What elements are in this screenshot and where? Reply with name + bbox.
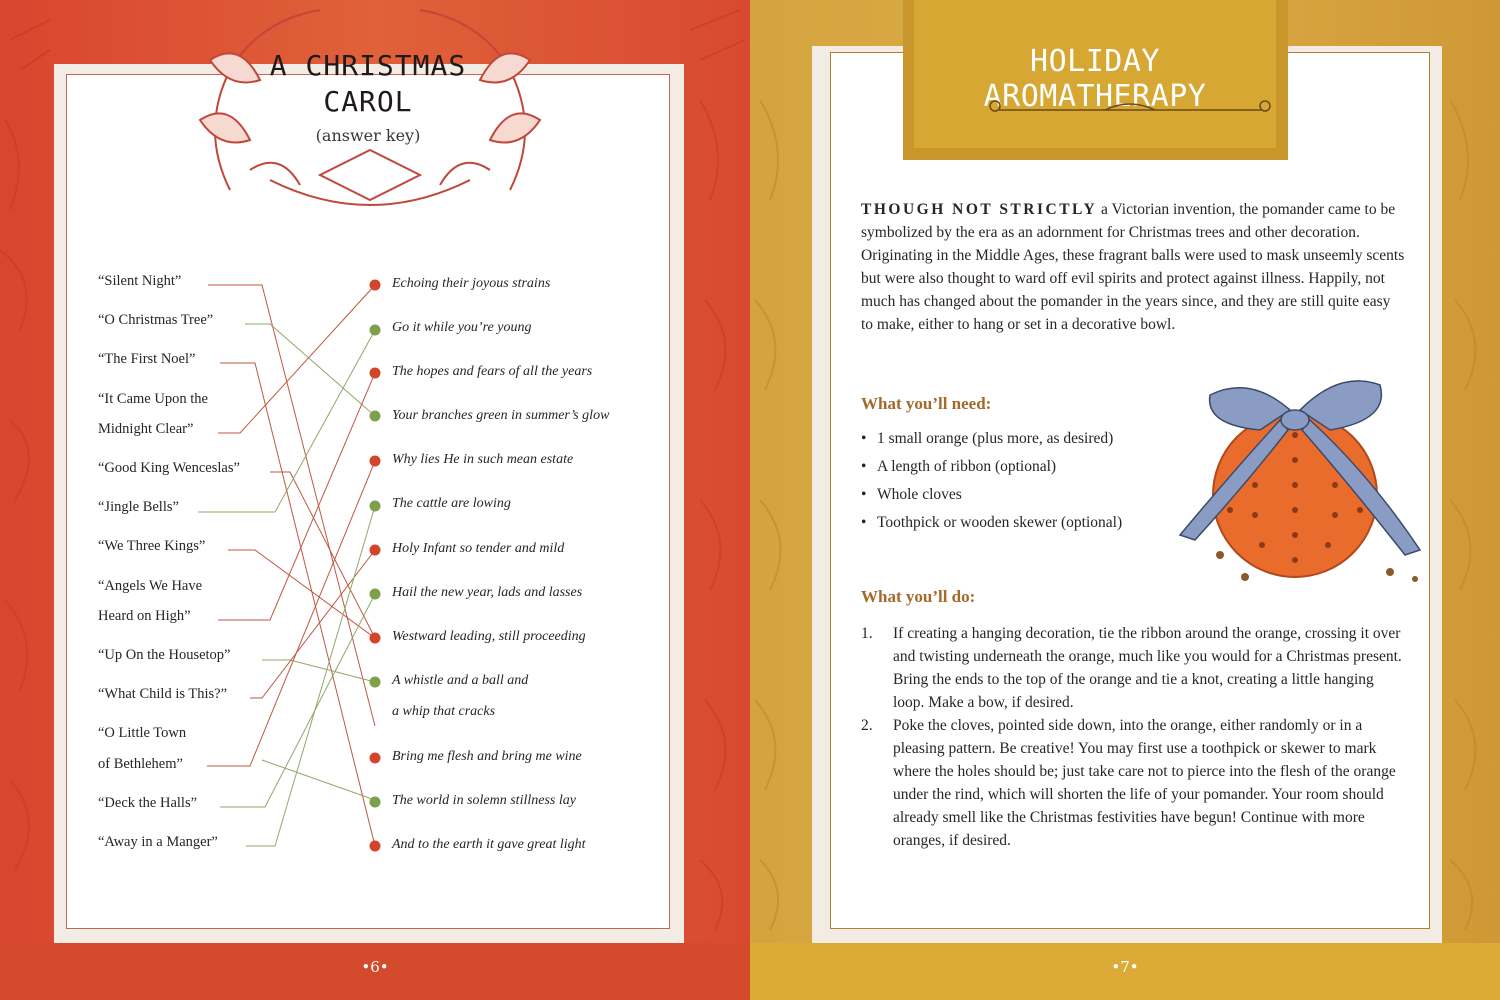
list-item xyxy=(861,512,1137,533)
song-label: “Up On the Housetop” xyxy=(98,647,231,663)
page-subtitle-left: (answer key) xyxy=(315,126,421,145)
song-label: “Angels We Have xyxy=(98,578,203,594)
list-item xyxy=(861,622,1406,714)
answer-label: And to the earth it gave great light xyxy=(392,837,586,852)
steps-list xyxy=(861,622,1406,852)
song-label: “The First Noel” xyxy=(98,351,196,367)
answer-dot xyxy=(370,501,381,512)
answer-label: Westward leading, still proceeding xyxy=(392,629,586,644)
intro-text: a Victorian invention, the pomander came to be symbolized by the era as an adornment for Christmas trees and other decoration. Originating in the Middle Ages, these fragrant balls were used to mask unseemly scents but were also thought to ward off evil spirits and protect against illness. Happily, not much has changed about the pomander in the years since, and they are still quite easy to make, either to hang or set in a decorative bowl. xyxy=(861,201,1405,333)
answer-dot xyxy=(370,753,381,764)
song-label: “Deck the Halls” xyxy=(98,795,198,811)
answer-label: a whip that cracks xyxy=(392,704,496,719)
answer-dot xyxy=(370,325,381,336)
answer-label: A whistle and a ball and xyxy=(392,673,529,688)
need-item-text: 1 small orange (plus more, as desired) xyxy=(877,430,1114,447)
answer-label: Holy Infant so tender and mild xyxy=(392,541,565,556)
page-title-right: HOLIDAY AROMATHERAPY xyxy=(983,44,1207,114)
answer-dot xyxy=(370,368,381,379)
answer-label: The cattle are lowing xyxy=(392,496,511,511)
answer-label: Go it while you’re young xyxy=(392,320,532,335)
answer-label: Bring me flesh and bring me wine xyxy=(392,749,582,764)
answer-dot xyxy=(370,797,381,808)
bullet: • xyxy=(861,458,867,475)
need-item-text: Toothpick or wooden skewer (optional) xyxy=(877,514,1123,531)
step-number: 2. xyxy=(861,717,873,734)
answer-label: The hopes and fears of all the years xyxy=(392,364,593,379)
need-list xyxy=(861,428,1181,540)
song-label: “Silent Night” xyxy=(98,273,182,289)
need-heading: What you’ll need: xyxy=(861,394,992,413)
page-number-left: •6• xyxy=(361,958,389,976)
do-heading: What you’ll do: xyxy=(861,587,976,606)
answer-dot xyxy=(370,545,381,556)
answer-dot xyxy=(370,456,381,467)
page-number-right: •7• xyxy=(1111,958,1139,976)
song-label: Heard on High” xyxy=(98,608,191,624)
need-item-text: Whole cloves xyxy=(877,486,962,503)
answer-label: Your branches green in summer’s glow xyxy=(392,408,610,423)
pomander-illustration xyxy=(1170,365,1430,595)
need-item-text: A length of ribbon (optional) xyxy=(877,458,1057,475)
song-label: Midnight Clear” xyxy=(98,421,194,437)
song-label: “Jingle Bells” xyxy=(98,499,179,515)
intro-paragraph xyxy=(861,198,1406,336)
answer-label: Why lies He in such mean estate xyxy=(392,452,574,467)
step-text: If creating a hanging decoration, tie the ribbon around the orange, crossing it over and twisting underneath the orange, much like you would for a Christmas present. Bring the ends to the top of the orange and tie a knot, creating a little hanging loop. Make a bow, if desired. xyxy=(893,625,1402,711)
bullet: • xyxy=(861,514,867,531)
answer-label: Hail the new year, lads and lasses xyxy=(392,585,583,600)
answer-dot xyxy=(370,841,381,852)
song-label: “Away in a Manger” xyxy=(98,834,218,850)
answer-dot xyxy=(370,633,381,644)
answer-dot xyxy=(370,280,381,291)
list-item xyxy=(861,456,1181,477)
page-title-left: A CHRISTMAS CAROL xyxy=(269,49,467,118)
song-label: “It Came Upon the xyxy=(98,391,208,407)
answer-dot xyxy=(370,589,381,600)
list-item xyxy=(861,428,1181,449)
intro-lead: THOUGH NOT STRICTLY xyxy=(861,201,1098,218)
song-label: “What Child is This?” xyxy=(98,686,227,702)
song-label: “O Little Town xyxy=(98,725,187,741)
bullet: • xyxy=(861,430,867,447)
answer-dot xyxy=(370,677,381,688)
song-label: of Bethlehem” xyxy=(98,756,183,772)
step-text: Poke the cloves, pointed side down, into the orange, either randomly or in a pleasing pattern. Be creative! You may first use a toothpick or skewer to mark where the holes should be; just take care not to pierce into the flesh of the orange under the rind, which will shorten the life of your pomander. Your room should already smell like the Christmas festivities have begun! Continue with more oranges, if desired. xyxy=(893,717,1396,849)
step-number: 1. xyxy=(861,625,873,642)
answer-label: The world in solemn stillness lay xyxy=(392,793,576,808)
list-item xyxy=(861,714,1406,852)
answer-dot xyxy=(370,411,381,422)
answer-label: Echoing their joyous strains xyxy=(392,276,551,291)
song-label: “We Three Kings” xyxy=(98,538,206,554)
song-label: “Good King Wenceslas” xyxy=(98,460,240,476)
flourish-ornament xyxy=(985,96,1275,124)
list-item xyxy=(861,484,1181,505)
bullet: • xyxy=(861,486,867,503)
song-label: “O Christmas Tree” xyxy=(98,312,214,328)
